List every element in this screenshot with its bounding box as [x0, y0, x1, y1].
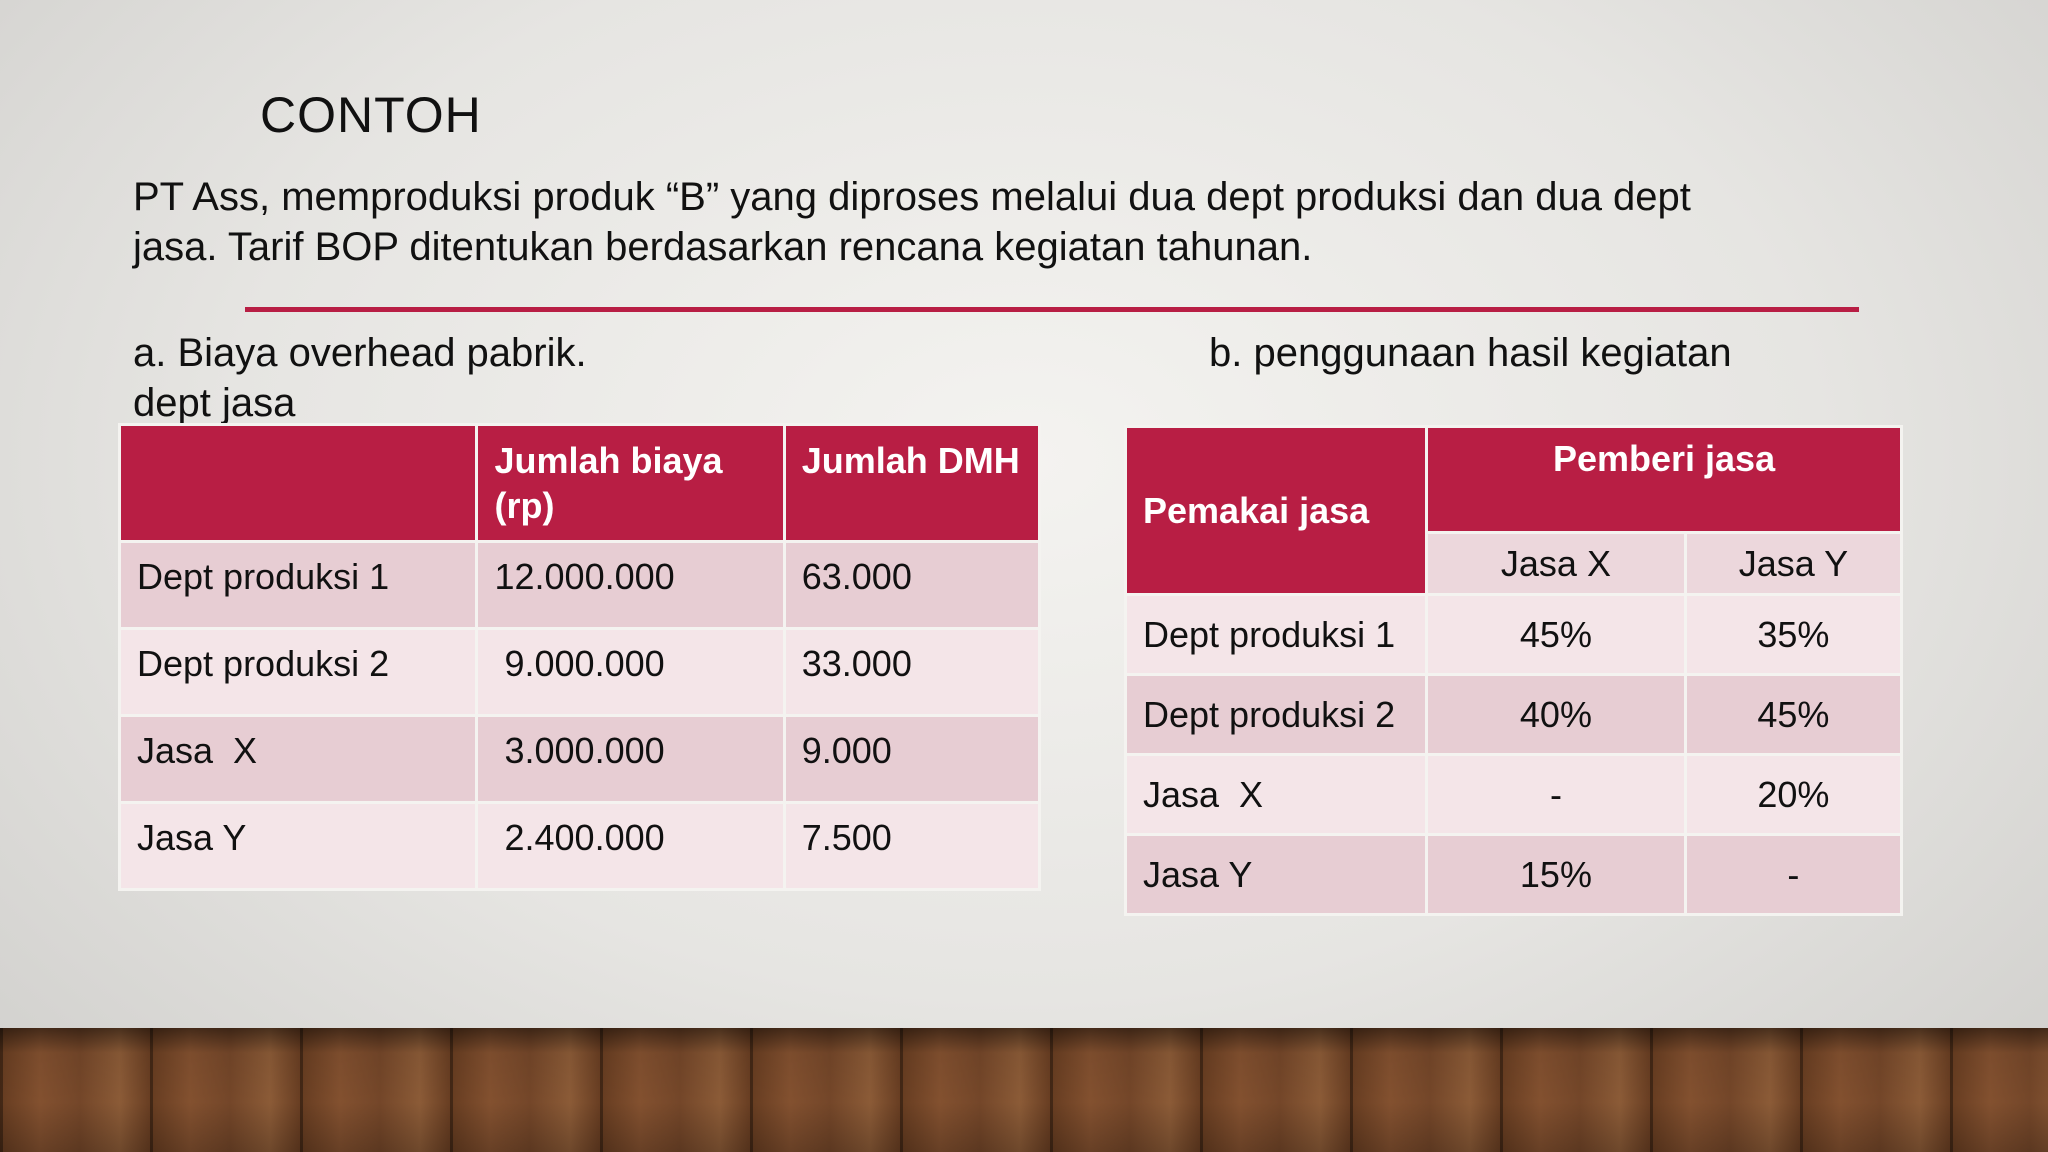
table-row [1126, 675, 1902, 755]
header-empty [120, 425, 477, 542]
section-a-label [133, 328, 587, 428]
row-label: Dept produksi 2 [1126, 675, 1427, 755]
row-label: Dept produksi 1 [120, 542, 477, 629]
table-row [1126, 835, 1902, 915]
jasa-y-cell: 45% [1685, 675, 1901, 755]
section-b-label: b. penggunaan hasil kegiatan [1209, 331, 1732, 375]
jasa-y-cell: 35% [1685, 595, 1901, 675]
jasa-y-cell: 20% [1685, 755, 1901, 835]
intro-line-2: jasa. Tarif BOP ditentukan berdasarkan rencana kegiatan tahunan. [133, 225, 1313, 269]
row-label: Jasa X [1126, 755, 1427, 835]
divider-line [245, 307, 1859, 312]
jasa-x-cell: 45% [1427, 595, 1686, 675]
cost-cell: 2.400.000 [477, 803, 784, 890]
jasa-y-cell: - [1685, 835, 1901, 915]
header-jumlah-biaya: Jumlah biaya (rp) [477, 425, 784, 542]
jasa-x-cell: 15% [1427, 835, 1686, 915]
overhead-cost-table [118, 423, 1041, 891]
table-row [120, 629, 1040, 716]
intro-paragraph [133, 172, 1833, 272]
dmh-cell: 9.000 [784, 716, 1039, 803]
table-row [1126, 595, 1902, 675]
section-a-label-line-2: dept jasa [133, 381, 296, 425]
jasa-x-cell: - [1427, 755, 1686, 835]
cost-cell: 9.000.000 [477, 629, 784, 716]
table-header-row [120, 425, 1040, 542]
dmh-cell: 33.000 [784, 629, 1039, 716]
intro-line-1: PT Ass, memproduksi produk “B” yang diproses melalui dua dept produksi dan dua dept [133, 175, 1691, 219]
section-a-label-line-1: a. Biaya overhead pabrik. [133, 331, 587, 375]
wood-floor-decoration [0, 1028, 2048, 1152]
header-jumlah-dmh: Jumlah DMH [784, 425, 1039, 542]
dmh-cell: 63.000 [784, 542, 1039, 629]
table-row [120, 716, 1040, 803]
cost-cell: 12.000.000 [477, 542, 784, 629]
table-header-row [1126, 427, 1902, 533]
row-label: Jasa X [120, 716, 477, 803]
dmh-cell: 7.500 [784, 803, 1039, 890]
row-label: Jasa Y [120, 803, 477, 890]
table-row [1126, 755, 1902, 835]
service-usage-table [1124, 425, 1903, 916]
table-row [120, 803, 1040, 890]
subheader-jasa-x: Jasa X [1427, 533, 1686, 595]
row-label: Jasa Y [1126, 835, 1427, 915]
header-pemberi-jasa: Pemberi jasa [1427, 427, 1902, 533]
jasa-x-cell: 40% [1427, 675, 1686, 755]
row-label: Dept produksi 2 [120, 629, 477, 716]
table-row [120, 542, 1040, 629]
subheader-jasa-y: Jasa Y [1685, 533, 1901, 595]
header-pemakai-jasa: Pemakai jasa [1126, 427, 1427, 595]
cost-cell: 3.000.000 [477, 716, 784, 803]
slide-title: CONTOH [260, 87, 482, 143]
row-label: Dept produksi 1 [1126, 595, 1427, 675]
